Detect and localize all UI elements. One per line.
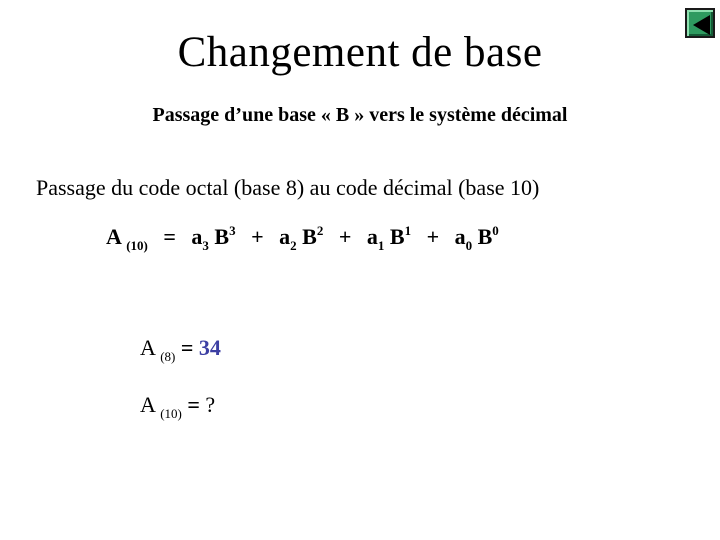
formula-equals: =	[163, 224, 176, 249]
example-decimal-equals: =	[187, 392, 200, 417]
formula-term-base: B	[214, 224, 230, 249]
example-octal-line	[140, 335, 221, 364]
formula-term-base: B	[477, 224, 493, 249]
example-octal-equals: =	[180, 335, 194, 360]
formula-lhs-subscript: (10)	[126, 238, 148, 253]
formula-term-base: B	[389, 224, 405, 249]
formula-term-coef: a	[191, 224, 203, 249]
conversion-formula	[106, 223, 499, 253]
formula-term-exp: 3	[229, 223, 236, 238]
example-decimal-line	[140, 392, 216, 421]
formula-term-base: B	[302, 224, 317, 249]
example-decimal-var: A	[140, 392, 155, 417]
formula-term-coef-sub: 2	[290, 238, 297, 253]
formula-term-coef-sub: 1	[377, 238, 385, 253]
formula-term-exp: 1	[404, 223, 412, 238]
example-octal-subscript: (8)	[160, 349, 176, 364]
example-decimal-value: ?	[205, 392, 216, 417]
formula-term-exp: 0	[492, 223, 499, 238]
formula-plus: +	[338, 224, 352, 249]
formula-term-coef-sub: 0	[465, 238, 473, 253]
formula-term-coef: a	[279, 224, 291, 249]
formula-term-coef: a	[454, 224, 466, 249]
formula-term-exp: 2	[316, 223, 324, 238]
example-decimal-subscript: (10)	[160, 406, 182, 421]
intro-text: Passage du code octal (base 8) au code décimal (base 10)	[36, 175, 540, 200]
formula-plus: +	[426, 224, 440, 249]
slide-title: Changement de base	[177, 29, 543, 76]
example-octal-var: A	[140, 335, 155, 360]
slide-subtitle: Passage d’une base « B » vers le système décimal	[152, 104, 568, 126]
formula-plus: +	[251, 224, 264, 249]
formula-lhs-var: A	[106, 224, 121, 249]
example-octal-value: 34	[198, 335, 221, 360]
formula-term-coef-sub: 3	[202, 238, 209, 253]
formula-term-coef: a	[366, 224, 378, 249]
